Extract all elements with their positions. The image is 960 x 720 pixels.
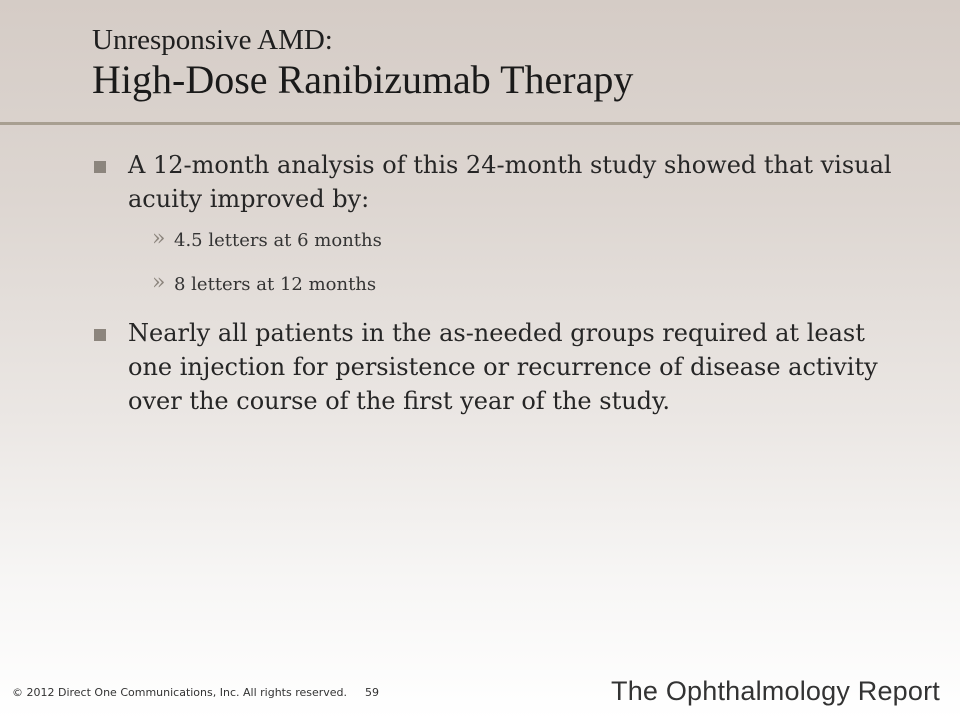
brand-logo: The Ophthalmology Report [611, 676, 940, 706]
title-block [92, 22, 920, 102]
copyright-text: © 2012 Direct One Communications, Inc. All rights reserved. [12, 686, 348, 699]
double-chevron-icon: » [152, 270, 166, 295]
bullet-text: A 12-month analysis of this 24-month study showed that visual acuity improved by: [128, 151, 892, 213]
sub-bullet-item [92, 228, 892, 254]
bullet-text: Nearly all patients in the as-needed groups required at least one injection for persistence or recurrence of disease activity over the course of the first year of the study. [128, 319, 878, 415]
slide-content [92, 148, 892, 418]
square-bullet-icon [94, 329, 106, 341]
double-chevron-icon: » [152, 226, 166, 251]
bullet-item [92, 316, 892, 418]
slide-title: High-Dose Ranibizumab Therapy [92, 57, 634, 102]
slide-subtitle: Unresponsive AMD: [92, 24, 333, 56]
sub-bullet-text: 8 letters at 12 months [174, 274, 377, 295]
title-divider [0, 122, 960, 125]
sub-bullet-text: 4.5 letters at 6 months [174, 230, 382, 251]
sub-bullet-item [92, 272, 892, 298]
page-number: 59 [365, 686, 380, 699]
square-bullet-icon [94, 161, 106, 173]
footer-copyright [12, 686, 379, 699]
bullet-item [92, 148, 892, 216]
